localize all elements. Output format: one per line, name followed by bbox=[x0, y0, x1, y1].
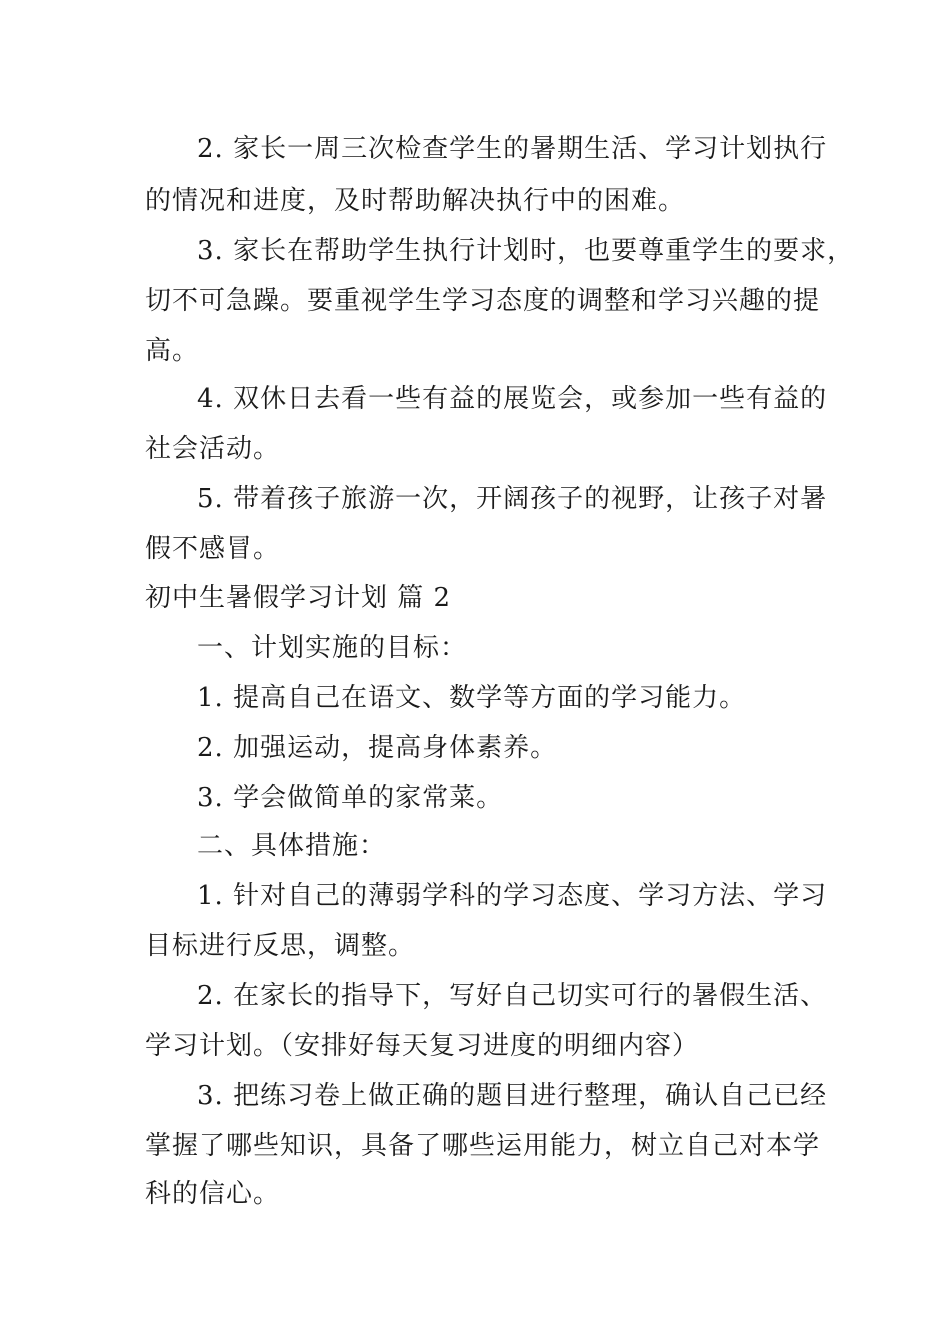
paragraph-2-line-2: 的情况和进度，及时帮助解决执行中的困难。 bbox=[145, 186, 686, 216]
section-heading: 初中生暑假学习计划 篇 2 bbox=[145, 583, 452, 613]
paragraph-5-line-2: 假不感冒。 bbox=[145, 534, 281, 564]
measure-1-line-1: 1. 针对自己的薄弱学科的学习态度、学习方法、学习 bbox=[197, 881, 828, 911]
measure-3-line-2: 掌握了哪些知识，具备了哪些运用能力，树立自己对本学 bbox=[145, 1131, 821, 1161]
paragraph-3-line-3: 高。 bbox=[145, 336, 200, 366]
goal-item-1: 1. 提高自己在语文、数学等方面的学习能力。 bbox=[197, 683, 747, 713]
measure-3-line-1: 3. 把练习卷上做正确的题目进行整理，确认自己已经 bbox=[197, 1081, 828, 1111]
goals-heading: 一、计划实施的目标： bbox=[197, 633, 468, 663]
measure-1-line-2: 目标进行反思，调整。 bbox=[145, 931, 416, 961]
measure-3-line-3: 科的信心。 bbox=[145, 1179, 281, 1209]
paragraph-3-line-2: 切不可急躁。要重视学生学习态度的调整和学习兴趣的提 bbox=[145, 286, 821, 316]
paragraph-4-line-2: 社会活动。 bbox=[145, 434, 281, 464]
goal-item-2: 2. 加强运动，提高身体素养。 bbox=[197, 733, 558, 763]
paragraph-3-line-1: 3. 家长在帮助学生执行计划时，也要尊重学生的要求， bbox=[197, 236, 855, 266]
goal-item-3: 3. 学会做简单的家常菜。 bbox=[197, 783, 504, 813]
measure-2-line-1: 2. 在家长的指导下，写好自己切实可行的暑假生活、 bbox=[197, 981, 828, 1011]
paragraph-2-line-1: 2. 家长一周三次检查学生的暑期生活、学习计划执行 bbox=[197, 134, 828, 164]
paragraph-4-line-1: 4. 双休日去看一些有益的展览会，或参加一些有益的 bbox=[197, 384, 828, 414]
measure-2-line-2: 学习计划。（安排好每天复习进度的明细内容） bbox=[145, 1031, 700, 1061]
paragraph-5-line-1: 5. 带着孩子旅游一次，开阔孩子的视野，让孩子对暑 bbox=[197, 484, 828, 514]
measures-heading: 二、具体措施： bbox=[197, 831, 387, 861]
